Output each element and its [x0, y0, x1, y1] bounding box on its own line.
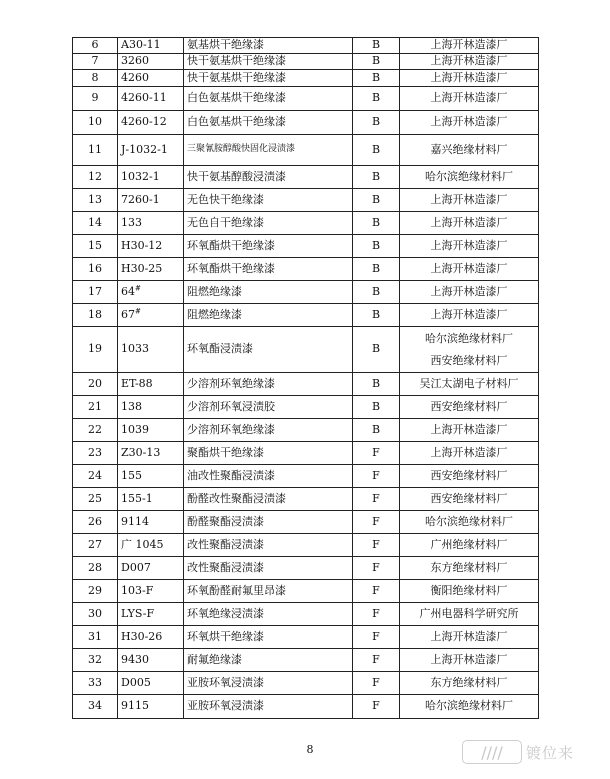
- model-cell: [118, 580, 184, 603]
- manufacturer-cell: [400, 511, 539, 534]
- watermark-text: 镀位来: [526, 743, 575, 762]
- manufacturer-name: 广州绝缘材料厂: [430, 537, 508, 551]
- row-number-cell: 27: [73, 534, 118, 557]
- manufacturer-cell: [400, 235, 539, 258]
- heat-class-cell: F: [353, 442, 400, 465]
- model-cell: [118, 511, 184, 534]
- product-name-cell: 油改性聚酯浸渍漆: [184, 465, 353, 488]
- table-row: [73, 212, 539, 235]
- manufacturer-name: 上海开林造漆厂: [430, 215, 508, 229]
- model-superscript: #: [135, 307, 141, 316]
- manufacturer-name: 上海开林造漆厂: [430, 261, 508, 275]
- manufacturer-name: 上海开林造漆厂: [430, 652, 508, 666]
- manufacturer-cell: [400, 488, 539, 511]
- heat-class-cell: B: [353, 189, 400, 212]
- row-number-cell: 13: [73, 189, 118, 212]
- row-number-cell: 14: [73, 212, 118, 235]
- model-cell: [118, 373, 184, 396]
- row-number-cell: 24: [73, 465, 118, 488]
- heat-class-cell: F: [353, 488, 400, 511]
- table-row: [73, 695, 539, 719]
- heat-class-cell: F: [353, 511, 400, 534]
- manufacturer-cell: [400, 580, 539, 603]
- model-code: D005: [121, 675, 151, 689]
- heat-class-cell: B: [353, 304, 400, 327]
- manufacturer-cell: [400, 419, 539, 442]
- model-cell: [118, 396, 184, 419]
- manufacturer-name: 上海开林造漆厂: [430, 629, 508, 643]
- model-code: A30-11: [121, 38, 161, 52]
- table-row: [73, 327, 539, 373]
- model-cell: [118, 304, 184, 327]
- model-code: 155: [121, 468, 142, 482]
- table-row: [73, 189, 539, 212]
- manufacturer-name-secondary: 西安绝缘材料厂: [430, 353, 508, 367]
- manufacturer-cell: [400, 442, 539, 465]
- row-number-cell: 32: [73, 649, 118, 672]
- model-code: D007: [121, 560, 151, 574]
- heat-class-cell: F: [353, 695, 400, 719]
- model-cell: [118, 54, 184, 70]
- table-row: [73, 465, 539, 488]
- product-name-cell: 快干氨基醇酸浸渍漆: [184, 166, 353, 189]
- heat-class-cell: B: [353, 281, 400, 304]
- manufacturer-cell: [400, 281, 539, 304]
- product-name-cell: 少溶剂环氧绝缘漆: [184, 419, 353, 442]
- manufacturer-cell: [400, 258, 539, 281]
- table-body: [73, 38, 539, 719]
- table-row: [73, 672, 539, 695]
- row-number-cell: 20: [73, 373, 118, 396]
- table-row: [73, 511, 539, 534]
- row-number-cell: 21: [73, 396, 118, 419]
- model-cell: [118, 442, 184, 465]
- product-name-cell: 亚胺环氧浸渍漆: [184, 695, 353, 719]
- product-name-cell: 三聚氰胺醇酸快固化浸渍漆: [184, 135, 353, 166]
- watermark-logo-icon: [462, 740, 522, 764]
- model-code: 9114: [121, 514, 149, 528]
- model-cell: [118, 70, 184, 87]
- manufacturer-name: 衡阳绝缘材料厂: [430, 583, 508, 597]
- row-number-cell: 9: [73, 87, 118, 111]
- heat-class-cell: B: [353, 38, 400, 54]
- product-name-cell: 环氧烘干绝缘漆: [184, 626, 353, 649]
- heat-class-cell: B: [353, 235, 400, 258]
- model-code: 155-1: [121, 491, 153, 505]
- heat-class-cell: B: [353, 70, 400, 87]
- product-name-cell: 环氧酯烘干绝缘漆: [184, 258, 353, 281]
- manufacturer-cell: [400, 626, 539, 649]
- model-code: 4260-11: [121, 91, 167, 105]
- model-code: ET-88: [121, 376, 153, 390]
- manufacturer-cell: [400, 649, 539, 672]
- model-cell: [118, 534, 184, 557]
- manufacturer-cell: [400, 135, 539, 166]
- table-row: [73, 135, 539, 166]
- model-code: 133: [121, 215, 142, 229]
- manufacturer-cell: [400, 465, 539, 488]
- table-row: [73, 258, 539, 281]
- model-cell: [118, 111, 184, 135]
- model-code: H30-12: [121, 238, 163, 252]
- row-number-cell: 25: [73, 488, 118, 511]
- product-name-cell: 酚醛聚酯浸渍漆: [184, 511, 353, 534]
- product-name-cell: 快干氨基烘干绝缘漆: [184, 70, 353, 87]
- manufacturer-name: 上海开林造漆厂: [430, 91, 508, 105]
- heat-class-cell: F: [353, 626, 400, 649]
- row-number-cell: 8: [73, 70, 118, 87]
- manufacturer-cell: [400, 327, 539, 373]
- row-number-cell: 33: [73, 672, 118, 695]
- product-name-cell: 阻燃绝缘漆: [184, 304, 353, 327]
- manufacturer-cell: [400, 534, 539, 557]
- manufacturer-name: 哈尔滨绝缘材料厂: [425, 169, 513, 183]
- model-cell: [118, 603, 184, 626]
- table-row: [73, 603, 539, 626]
- heat-class-cell: F: [353, 580, 400, 603]
- model-code: 9430: [121, 652, 149, 666]
- heat-class-cell: B: [353, 166, 400, 189]
- product-name-cell: 无色快干绝缘漆: [184, 189, 353, 212]
- table-row: [73, 111, 539, 135]
- manufacturer-cell: [400, 373, 539, 396]
- manufacturer-name: 上海开林造漆厂: [430, 70, 508, 84]
- product-name-cell: 白色氨基烘干绝缘漆: [184, 87, 353, 111]
- manufacturer-name: 西安绝缘材料厂: [430, 491, 508, 505]
- model-cell: [118, 488, 184, 511]
- heat-class-cell: B: [353, 135, 400, 166]
- model-cell: [118, 38, 184, 54]
- row-number-cell: 12: [73, 166, 118, 189]
- model-code: 1033: [121, 342, 149, 356]
- product-name-cell: 快干氨基烘干绝缘漆: [184, 54, 353, 70]
- row-number-cell: 29: [73, 580, 118, 603]
- product-name-cell: 少溶剂环氧浸渍胶: [184, 396, 353, 419]
- manufacturer-name: 上海开林造漆厂: [430, 284, 508, 298]
- manufacturer-name: 西安绝缘材料厂: [430, 399, 508, 413]
- row-number-cell: 19: [73, 327, 118, 373]
- model-code: Z30-13: [121, 445, 161, 459]
- heat-class-cell: F: [353, 557, 400, 580]
- heat-class-cell: F: [353, 534, 400, 557]
- model-code: 7260-1: [121, 192, 160, 206]
- table-row: [73, 70, 539, 87]
- model-code: 1039: [121, 422, 149, 436]
- model-code: 4260: [121, 70, 149, 84]
- model-code: 3260: [121, 54, 149, 68]
- model-code: 广 1045: [121, 537, 164, 551]
- heat-class-cell: B: [353, 212, 400, 235]
- row-number-cell: 11: [73, 135, 118, 166]
- product-name-cell: 环氧酚醛耐氟里昂漆: [184, 580, 353, 603]
- heat-class-cell: B: [353, 373, 400, 396]
- heat-class-cell: F: [353, 465, 400, 488]
- heat-class-cell: B: [353, 327, 400, 373]
- model-cell: [118, 166, 184, 189]
- table-row: [73, 304, 539, 327]
- manufacturer-name: 上海开林造漆厂: [430, 238, 508, 252]
- product-name-cell: 聚酯烘干绝缘漆: [184, 442, 353, 465]
- model-cell: [118, 557, 184, 580]
- model-code: 9115: [121, 699, 149, 713]
- manufacturer-cell: [400, 70, 539, 87]
- product-name-cell: 改性聚酯浸渍漆: [184, 557, 353, 580]
- product-name-cell: 氨基烘干绝缘漆: [184, 38, 353, 54]
- row-number-cell: 6: [73, 38, 118, 54]
- manufacturer-name: 哈尔滨绝缘材料厂: [425, 514, 513, 528]
- manufacturer-name: 广州电器科学研究所: [419, 606, 519, 620]
- model-cell: [118, 465, 184, 488]
- heat-class-cell: B: [353, 87, 400, 111]
- table-row: [73, 235, 539, 258]
- manufacturer-name: 吴江太湖电子材料厂: [419, 376, 519, 390]
- model-cell: [118, 212, 184, 235]
- manufacturer-cell: [400, 304, 539, 327]
- product-name-cell: 环氧绝缘浸渍漆: [184, 603, 353, 626]
- product-name-cell: 环氧酯烘干绝缘漆: [184, 235, 353, 258]
- table-row: [73, 419, 539, 442]
- manufacturer-name: 上海开林造漆厂: [430, 445, 508, 459]
- heat-class-cell: B: [353, 258, 400, 281]
- model-code: 67: [121, 307, 135, 321]
- table-row: [73, 54, 539, 70]
- table-row: [73, 557, 539, 580]
- manufacturer-cell: [400, 166, 539, 189]
- model-code: J-1032-1: [121, 142, 168, 156]
- product-name-cell: 酚醛改性聚酯浸渍漆: [184, 488, 353, 511]
- model-cell: [118, 135, 184, 166]
- manufacturer-name: 上海开林造漆厂: [430, 115, 508, 129]
- model-cell: [118, 189, 184, 212]
- table-row: [73, 626, 539, 649]
- model-cell: [118, 87, 184, 111]
- row-number-cell: 30: [73, 603, 118, 626]
- heat-class-cell: B: [353, 54, 400, 70]
- table-row: [73, 580, 539, 603]
- manufacturer-cell: [400, 54, 539, 70]
- model-cell: [118, 626, 184, 649]
- row-number-cell: 16: [73, 258, 118, 281]
- manufacturer-name: 哈尔滨绝缘材料厂: [425, 699, 513, 713]
- row-number-cell: 23: [73, 442, 118, 465]
- row-number-cell: 10: [73, 111, 118, 135]
- model-cell: [118, 649, 184, 672]
- manufacturer-name: 东方绝缘材料厂: [430, 675, 508, 689]
- product-name-cell: 无色自干绝缘漆: [184, 212, 353, 235]
- manufacturer-cell: [400, 396, 539, 419]
- heat-class-cell: B: [353, 111, 400, 135]
- model-code: 64: [121, 284, 135, 298]
- manufacturer-cell: [400, 603, 539, 626]
- table-row: [73, 534, 539, 557]
- watermark: [462, 738, 602, 766]
- model-cell: [118, 327, 184, 373]
- model-cell: [118, 695, 184, 719]
- model-cell: [118, 235, 184, 258]
- product-name-cell: 白色氨基烘干绝缘漆: [184, 111, 353, 135]
- manufacturer-cell: [400, 557, 539, 580]
- watermark-badge-text: ////: [481, 742, 503, 762]
- page-number: 8: [306, 743, 314, 756]
- table-row: [73, 166, 539, 189]
- table-row: [73, 87, 539, 111]
- table-row: [73, 488, 539, 511]
- manufacturer-name: 上海开林造漆厂: [430, 192, 508, 206]
- heat-class-cell: F: [353, 649, 400, 672]
- model-code: 103-F: [121, 583, 154, 597]
- product-name-cell: 改性聚酯浸渍漆: [184, 534, 353, 557]
- manufacturer-name: 东方绝缘材料厂: [430, 560, 508, 574]
- model-cell: [118, 281, 184, 304]
- heat-class-cell: B: [353, 396, 400, 419]
- product-name-cell: 阻燃绝缘漆: [184, 281, 353, 304]
- row-number-cell: 22: [73, 419, 118, 442]
- heat-class-cell: F: [353, 672, 400, 695]
- product-name-cell: 环氧酯浸渍漆: [184, 327, 353, 373]
- table-row: [73, 442, 539, 465]
- insulating-varnish-table: [72, 37, 539, 719]
- manufacturer-name: 上海开林造漆厂: [430, 54, 508, 68]
- manufacturer-name: 哈尔滨绝缘材料厂: [425, 331, 513, 345]
- product-name-cell: 耐氟绝缘漆: [184, 649, 353, 672]
- model-code: H30-26: [121, 629, 163, 643]
- manufacturer-name: 嘉兴绝缘材料厂: [430, 142, 508, 156]
- model-code: 4260-12: [121, 115, 167, 129]
- manufacturer-cell: [400, 38, 539, 54]
- model-code: 1032-1: [121, 169, 160, 183]
- model-superscript: #: [135, 284, 141, 293]
- product-name-cell: 少溶剂环氧绝缘漆: [184, 373, 353, 396]
- table-row: [73, 38, 539, 54]
- manufacturer-name: 上海开林造漆厂: [430, 38, 508, 52]
- manufacturer-cell: [400, 672, 539, 695]
- row-number-cell: 18: [73, 304, 118, 327]
- model-code: H30-25: [121, 261, 163, 275]
- table-row: [73, 649, 539, 672]
- manufacturer-name: 上海开林造漆厂: [430, 307, 508, 321]
- manufacturer-cell: [400, 695, 539, 719]
- model-cell: [118, 419, 184, 442]
- model-cell: [118, 258, 184, 281]
- manufacturer-cell: [400, 87, 539, 111]
- heat-class-cell: F: [353, 603, 400, 626]
- model-code: LYS-F: [121, 606, 155, 620]
- manufacturer-name: 上海开林造漆厂: [430, 422, 508, 436]
- row-number-cell: 34: [73, 695, 118, 719]
- table-row: [73, 373, 539, 396]
- row-number-cell: 17: [73, 281, 118, 304]
- manufacturer-cell: [400, 189, 539, 212]
- row-number-cell: 7: [73, 54, 118, 70]
- heat-class-cell: B: [353, 419, 400, 442]
- manufacturer-cell: [400, 212, 539, 235]
- manufacturer-cell: [400, 111, 539, 135]
- row-number-cell: 15: [73, 235, 118, 258]
- row-number-cell: 26: [73, 511, 118, 534]
- manufacturer-name: 西安绝缘材料厂: [430, 468, 508, 482]
- model-cell: [118, 672, 184, 695]
- row-number-cell: 28: [73, 557, 118, 580]
- table-row: [73, 396, 539, 419]
- row-number-cell: 31: [73, 626, 118, 649]
- table-row: [73, 281, 539, 304]
- product-name-cell: 亚胺环氧浸渍漆: [184, 672, 353, 695]
- model-code: 138: [121, 399, 142, 413]
